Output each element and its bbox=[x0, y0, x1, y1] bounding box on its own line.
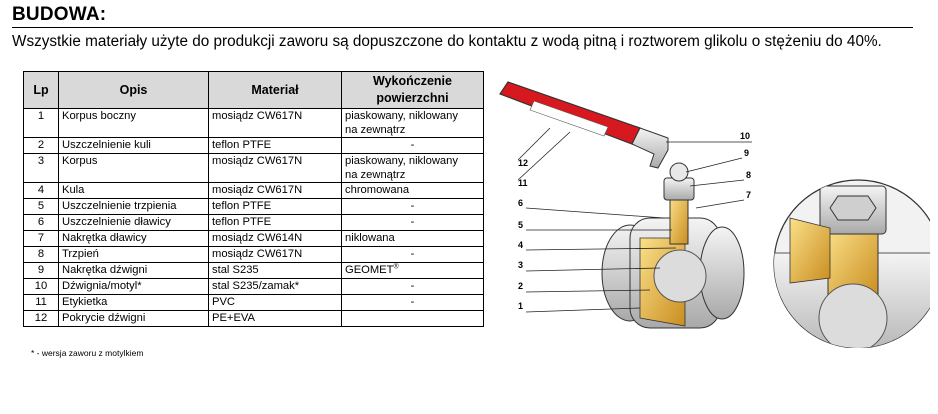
header-lp: Lp bbox=[24, 72, 59, 109]
callout-label: 3 bbox=[518, 260, 524, 270]
table-row bbox=[24, 279, 484, 295]
header-material: Materiał bbox=[209, 72, 342, 109]
row-opis: Uszczelnienie trzpienia bbox=[59, 199, 209, 215]
header-finish bbox=[342, 72, 484, 109]
row-finish bbox=[342, 263, 484, 279]
row-finish: - bbox=[342, 247, 484, 263]
row-opis: Etykietka bbox=[59, 295, 209, 311]
table-row bbox=[24, 109, 484, 138]
row-finish-text: GEOMET bbox=[345, 264, 394, 276]
table-row bbox=[24, 295, 484, 311]
row-finish-line2: na zewnątrz bbox=[345, 124, 406, 136]
ball bbox=[654, 250, 706, 302]
row-opis: Korpus boczny bbox=[59, 109, 209, 138]
table-row bbox=[24, 199, 484, 215]
row-opis: Trzpień bbox=[59, 247, 209, 263]
row-finish-line1: piaskowany, niklowany bbox=[345, 155, 458, 167]
row-opis: Uszczelnienie kuli bbox=[59, 138, 209, 154]
row-opis: Kula bbox=[59, 183, 209, 199]
row-material: teflon PTFE bbox=[209, 215, 342, 231]
table-row bbox=[24, 311, 484, 327]
row-finish: niklowana bbox=[342, 231, 484, 247]
table-row bbox=[24, 138, 484, 154]
valve-body-group bbox=[602, 163, 744, 328]
row-finish-line1: piaskowany, niklowany bbox=[345, 110, 458, 122]
row-lp: 7 bbox=[24, 231, 59, 247]
intro-text: Wszystkie materiały użyte do produkcji zaworu są dopuszczone do kontaktu z wodą pitną i roztworem glikolu o stężeniu do 40%. bbox=[12, 33, 882, 50]
callout-label: 8 bbox=[746, 170, 752, 180]
lever-nut bbox=[670, 163, 688, 181]
row-material: teflon PTFE bbox=[209, 138, 342, 154]
row-finish bbox=[342, 109, 484, 138]
body-right-port bbox=[700, 227, 744, 319]
row-finish-line2: na zewnątrz bbox=[345, 169, 406, 181]
table-row bbox=[24, 154, 484, 183]
row-lp: 6 bbox=[24, 215, 59, 231]
row-opis: Nakrętka dławicy bbox=[59, 231, 209, 247]
callout-label: 5 bbox=[518, 220, 524, 230]
callout-label: 6 bbox=[518, 198, 524, 208]
row-material: PVC bbox=[209, 295, 342, 311]
row-lp: 12 bbox=[24, 311, 59, 327]
callout-label: 2 bbox=[518, 281, 524, 291]
row-opis: Pokrycie dźwigni bbox=[59, 311, 209, 327]
table-row bbox=[24, 231, 484, 247]
row-lp: 9 bbox=[24, 263, 59, 279]
table-header-row bbox=[24, 72, 484, 109]
row-lp: 5 bbox=[24, 199, 59, 215]
lever-arm bbox=[632, 128, 668, 168]
header-finish-line2: powierzchni bbox=[376, 91, 449, 105]
row-finish: - bbox=[342, 138, 484, 154]
detail-view bbox=[760, 180, 930, 348]
section-heading: BUDOWA: bbox=[12, 4, 107, 25]
row-material: stal S235/zamak* bbox=[209, 279, 342, 295]
header-finish-line1: Wykończenie bbox=[373, 74, 452, 88]
row-lp: 4 bbox=[24, 183, 59, 199]
row-lp: 3 bbox=[24, 154, 59, 183]
footnote: * - wersja zaworu z motylkiem bbox=[31, 348, 144, 358]
table-row bbox=[24, 215, 484, 231]
row-opis: Uszczelnienie dławicy bbox=[59, 215, 209, 231]
valve-cutaway-illustration bbox=[490, 68, 930, 348]
callout-label: 7 bbox=[746, 190, 752, 200]
callout-label: 11 bbox=[518, 178, 528, 188]
callout-label: 9 bbox=[744, 148, 750, 158]
row-material: mosiądz CW617N bbox=[209, 154, 342, 183]
callout-label: 12 bbox=[518, 158, 529, 168]
parts-table bbox=[23, 71, 484, 327]
row-material: mosiądz CW617N bbox=[209, 109, 342, 138]
row-lp: 11 bbox=[24, 295, 59, 311]
row-opis: Dźwignia/motyl* bbox=[59, 279, 209, 295]
row-finish: - bbox=[342, 199, 484, 215]
row-material: mosiądz CW617N bbox=[209, 247, 342, 263]
header-opis: Opis bbox=[59, 72, 209, 109]
row-material: teflon PTFE bbox=[209, 199, 342, 215]
row-finish: - bbox=[342, 215, 484, 231]
row-material: stal S235 bbox=[209, 263, 342, 279]
heading-underline bbox=[12, 27, 913, 28]
row-material: mosiądz CW614N bbox=[209, 231, 342, 247]
callout-label: 10 bbox=[740, 131, 751, 141]
row-lp: 8 bbox=[24, 247, 59, 263]
row-lp: 10 bbox=[24, 279, 59, 295]
row-finish bbox=[342, 311, 484, 327]
lever-handle bbox=[500, 82, 640, 144]
row-material: PE+EVA bbox=[209, 311, 342, 327]
row-lp: 1 bbox=[24, 109, 59, 138]
row-lp: 2 bbox=[24, 138, 59, 154]
row-finish: - bbox=[342, 279, 484, 295]
table-row bbox=[24, 247, 484, 263]
row-finish: - bbox=[342, 295, 484, 311]
registered-mark: ® bbox=[393, 263, 399, 271]
stem bbox=[670, 196, 688, 244]
row-finish: chromowana bbox=[342, 183, 484, 199]
row-opis: Nakrętka dźwigni bbox=[59, 263, 209, 279]
row-finish bbox=[342, 154, 484, 183]
table-row bbox=[24, 263, 484, 279]
callout-label: 1 bbox=[518, 301, 524, 311]
row-opis: Korpus bbox=[59, 154, 209, 183]
row-material: mosiądz CW617N bbox=[209, 183, 342, 199]
callout-label: 4 bbox=[518, 240, 524, 250]
handle-group bbox=[500, 82, 668, 168]
table-row bbox=[24, 183, 484, 199]
